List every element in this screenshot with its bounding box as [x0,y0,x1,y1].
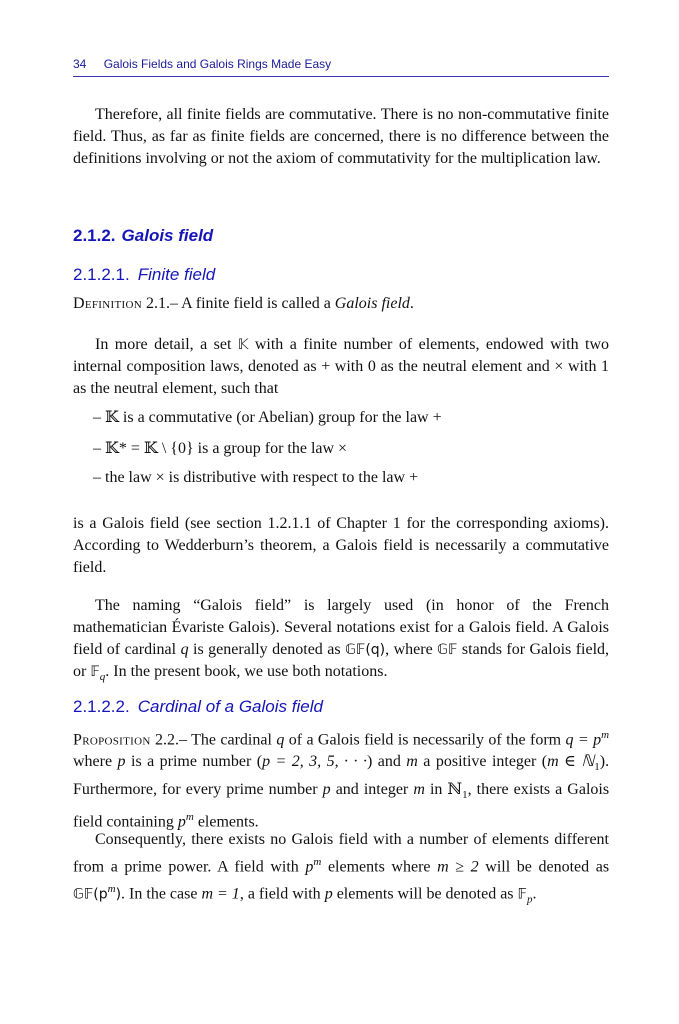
p2-d: as the neutral element, such that [73,380,279,397]
p4-c: , where [385,641,433,658]
paragraph-consequently [73,829,609,911]
math-q-eq-p: q = p [565,731,602,749]
math-gfpm: 𝔾𝔽(p [73,886,108,903]
subsection-title: Finite field [137,265,216,284]
math-p: p [177,813,186,831]
list-item-distributive: – the law × is distributive with respect to the law + [93,469,419,486]
prop-d: is a prime number ( [131,753,263,771]
p5-f: elements will be denoted as [336,885,514,903]
math-k: 𝕂 [237,337,249,353]
p4-e: . In the present book, we use both notations. [105,663,388,680]
subsection-title: Cardinal of a Galois field [137,697,323,716]
math-close: ) [115,886,122,903]
p5-d: . In the case [121,885,198,903]
math-gf: 𝔾𝔽 [437,642,458,658]
math-q: q [180,641,189,658]
proposition-label: Proposition [73,731,151,749]
prop-c: where [73,753,113,771]
definition [73,293,609,315]
math-q-sub: q [99,671,106,684]
prop-a: The cardinal [191,731,272,749]
page-number: 34 [73,57,87,71]
definition-text: A finite field is called a [181,295,331,312]
subsection-number: 2.1.2.1. [73,265,130,284]
math-fp: 𝔽 [517,886,527,903]
math-primes: p = 2, 3, 5, · · · [262,753,367,771]
math-n1-sub: 1 [462,788,468,801]
math-p: p [322,780,331,798]
math-m-in-n1: m ∈ ℕ [547,753,595,771]
p2-a: In more detail, a set [95,336,232,353]
list-item-abelian: – 𝕂 is a commutative (or Abelian) group for the law + [93,409,442,426]
p5-e: , a field with [239,885,321,903]
p4-d: stands for Galois field, or [73,641,610,680]
section-number: 2.1.2. [73,226,116,245]
math-m: m [413,780,425,798]
math-m-sup: m [601,729,610,741]
book-title: Galois Fields and Galois Rings Made Easy [103,57,332,71]
subsection-heading-finite-field [73,265,215,285]
math-m: m [406,753,418,771]
paragraph-wedderburn: is a Galois field (see section 1.2.1.1 of Chapter 1 for the corresponding axioms). According to Wedderburn’s theorem, a Galois field is necessarily a commutative field. [73,515,609,576]
p4-b: is generally denoted as [193,641,341,658]
math-one: 1 [601,358,610,375]
section-heading [73,226,213,246]
paragraph-commutative: Therefore, all finite fields are commutative. There is no non-commutative finite field. Thus, as far as finite fields are concerned, there is no difference between the definitions involving or not the axiom of commutativity for the multiplication law. [73,106,609,167]
list-item-group: – 𝕂* = 𝕂 \ {0} is a group for the law × [93,440,348,457]
prop-i: in [429,780,443,798]
math-m-ge-2: m ≥ 2 [437,858,479,876]
definition-end: . [409,295,414,312]
subsection-number: 2.1.2.2. [73,697,130,716]
paragraph-details [73,334,609,400]
running-header [73,57,609,77]
subsection-heading-cardinal [73,697,323,717]
math-m-sup: m [107,883,116,896]
math-p: p [305,858,314,876]
definition-number: 2.1.– [145,295,178,312]
prop-k: elements. [197,813,259,831]
math-m-sup: m [185,810,194,823]
p5-c: will be denoted as [485,858,610,876]
math-m-sup: m [313,856,322,868]
math-p-sub: p [526,893,533,906]
prop-e: ) and [366,753,401,771]
proposition [73,724,609,833]
math-m-eq-1: m = 1 [201,885,240,903]
math-n1-sub: 1 [594,761,600,774]
p4-a: The naming “Galois field” is largely used (in honor of the French mathematician Évariste Galois). Several notations exist for a Galois field. A Galois field of cardinal [73,597,609,658]
math-n1: ℕ [447,780,463,798]
math-zero: 0 [367,358,376,375]
math-gfq: 𝔾𝔽(q) [345,642,386,658]
math-p: p [117,753,126,771]
p2-c: as the neutral element and × with [380,358,597,375]
prop-b: of a Galois field is necessarily of the form [288,731,562,749]
p5-a: Consequently, there exists no Galois field with a number of elements different from a prime power. A field with [73,831,609,876]
p5-g: . [532,885,537,903]
math-p: p [324,885,333,903]
definition-term: Galois field [334,295,410,312]
p5-b: elements where [327,858,431,876]
prop-g: ). Furthermore, for every prime number [73,753,610,798]
paragraph-naming [73,595,609,688]
proposition-number: 2.2.– [155,731,187,749]
prop-j: , there exists a Galois field containing [73,780,610,831]
p2-b: with a finite number of elements, endowed with two internal composition laws, denoted as + with [73,336,610,375]
math-q: q [276,731,285,749]
prop-f: a positive integer ( [423,753,548,771]
prop-h: and integer [335,780,409,798]
definition-label: Definition [73,295,142,312]
math-fq: 𝔽 [90,664,100,680]
section-title: Galois field [121,226,214,245]
